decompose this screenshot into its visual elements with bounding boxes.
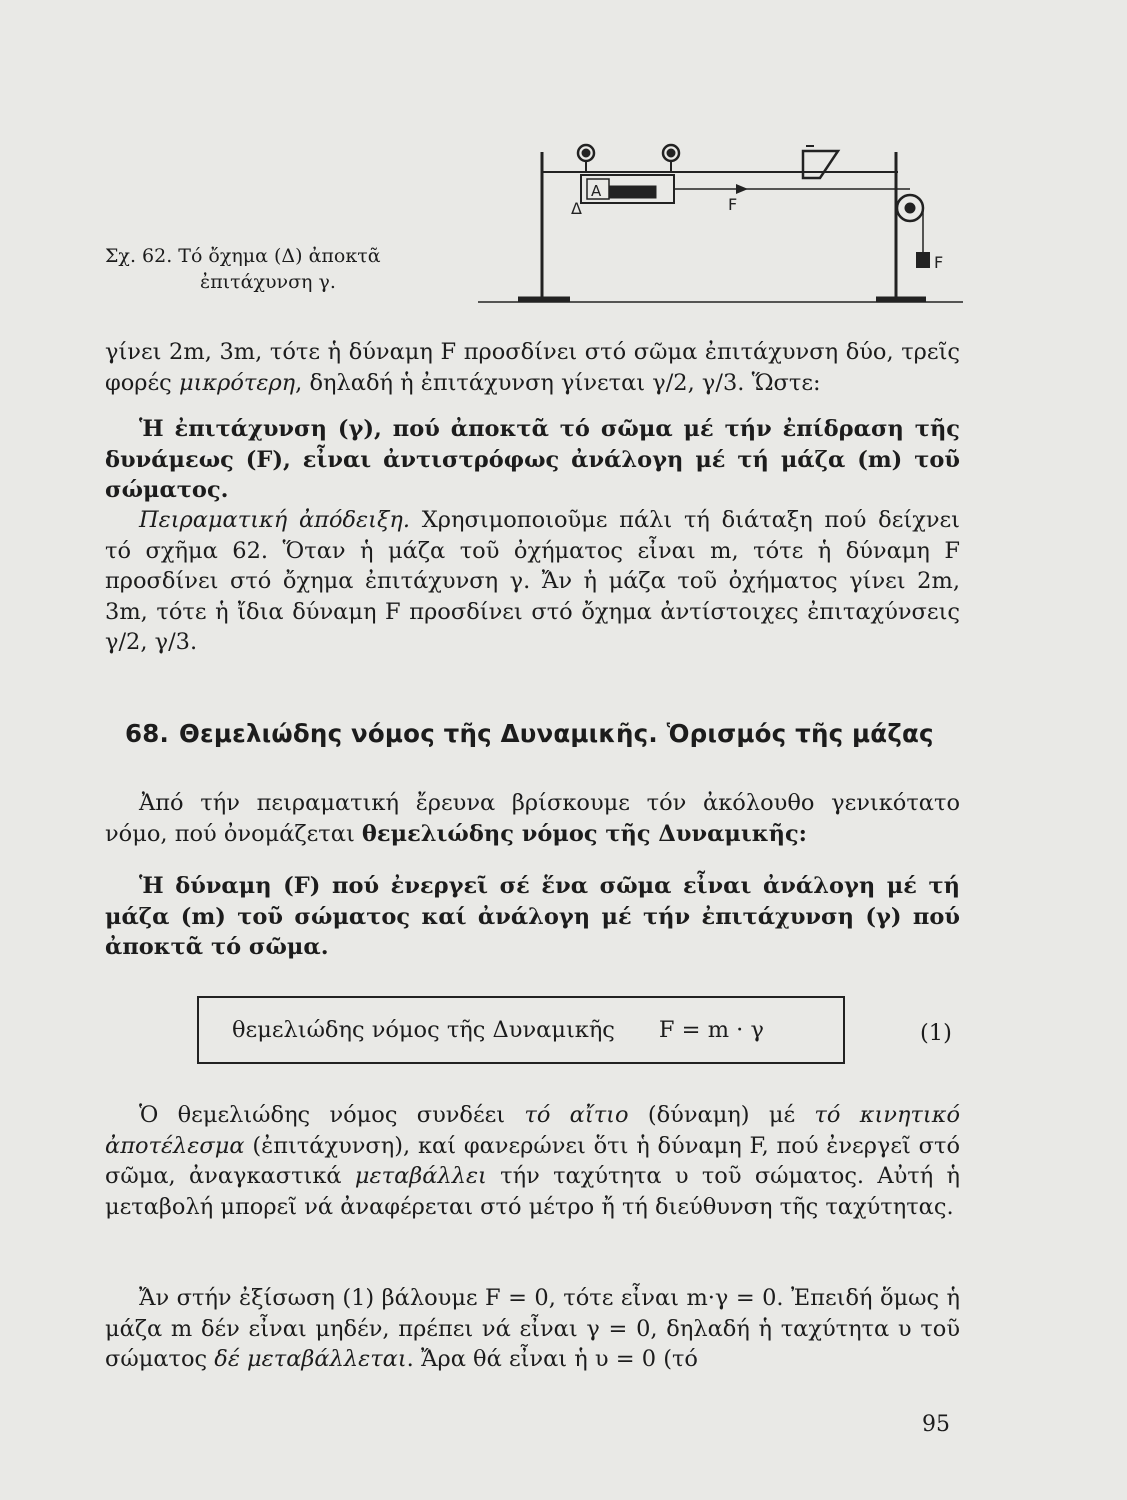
page-number: 95	[922, 1412, 950, 1437]
timer-device	[803, 151, 838, 178]
caption-line-2: ἐπιτάχυνση γ.	[200, 271, 336, 293]
law-equation: F = m · γ	[658, 1017, 764, 1043]
paragraph-3-proof: Πειραματική ἀπόδειξη. Χρησιμοποιοῦμε πάλι τή διάταξη πού δείχνει τό σχῆμα 62. Ὅταν ἡ μάζα τοῦ ὀχήματος εἶναι m, τότε ἡ δύναμη F προσδίνει στό ὄχημα ἐπιτάχυνση γ. Ἄν ἡ μάζα τοῦ ὀχήματος γίνει 2m, 3m, τότε ἡ ἴδια δύναμη F προσδίνει στό ὄχημα ἀντίστοιχες ἐπιταχύνσεις γ/2, γ/3.	[105, 507, 960, 655]
paragraph-1: γίνει 2m, 3m, τότε ἡ δύναμη F προσδίνει στό σῶμα ἐπιτάχυνση δύο, τρεῖς φορές μικρότερη, δηλαδή ἡ ἐπιτάχυνση γίνεται γ/2, γ/3. Ὥστε:	[105, 339, 960, 396]
paragraph-5-law: Ἡ δύναμη (F) πού ἐνεργεῖ σέ ἕνα σῶμα εἶναι ἀνάλογη μέ τή μάζα (m) τοῦ σώματος καί ἀνάλογη μέ τήν ἐπιτάχυνση (γ) πού ἀποκτᾶ τό σῶμα.	[105, 873, 960, 960]
figure-caption	[105, 243, 475, 295]
section-heading	[125, 719, 965, 748]
paragraph-6: Ὁ θεμελιώδης νόμος συνδέει τό αἴτιο (δύναμη) μέ τό κινητικό ἀποτέλεσμα (ἐπιτάχυνση), καί φανερώνει ὅτι ἡ δύναμη F, πού ἐνεργεῖ στό σῶμα, ἀναγκαστικά μεταβάλλει τήν ταχύτητα υ τοῦ σώματος. Αὐτή ἡ μεταβολή μπορεῖ νά ἀναφέρεται στό μέτρο ἤ τή διεύθυνση τῆς ταχύτητας.	[105, 1102, 961, 1220]
label-weight-f: F	[934, 253, 944, 272]
section-title: Θεμελιώδης νόμος τῆς Δυναμικῆς. Ὁρισμός τῆς μάζας	[179, 719, 934, 748]
paragraph-7: Ἄν στήν ἐξίσωση (1) βάλουμε F = 0, τότε εἶναι m·γ = 0. Ἐπειδή ὅμως ἡ μάζα m δέν εἶναι μηδέν, πρέπει νά εἶναι γ = 0, δηλαδή ἡ ταχύτητα υ τοῦ σώματος δέ μεταβάλλεται. Ἄρα θά εἶναι ἡ υ = 0 (τό	[105, 1285, 960, 1372]
paragraph-4: Ἀπό τήν πειραματική ἔρευνα βρίσκουμε τόν ἀκόλουθο γενικότατο νόμο, πού ὀνομάζεται θεμελιώδης νόμος τῆς Δυναμικῆς:	[105, 790, 960, 847]
caption-line-1: Σχ. 62. Τό ὄχημα (Δ) ἀποκτᾶ	[105, 245, 381, 267]
force-arrow-icon	[736, 184, 748, 194]
label-force-f: F	[728, 195, 738, 214]
paragraph-2-rule: Ἡ ἐπιτάχυνση (γ), πού ἀποκτᾶ τό σῶμα μέ τήν ἐπίδραση τῆς δυνάμεως (F), εἶναι ἀντιστρόφως ἀνάλογη μέ τή μάζα (m) τοῦ σώματος.	[105, 416, 960, 503]
figure-62-apparatus	[478, 110, 963, 310]
section-number: 68.	[125, 719, 170, 748]
hanging-weight	[916, 252, 930, 268]
label-block-a: A	[591, 182, 602, 200]
law-box	[197, 996, 845, 1064]
law-name: θεμελιώδης νόμος τῆς Δυναμικῆς	[232, 1017, 615, 1043]
cart-mass	[611, 187, 655, 197]
label-cart-delta: Δ	[571, 199, 582, 218]
equation-number: (1)	[920, 1020, 952, 1046]
